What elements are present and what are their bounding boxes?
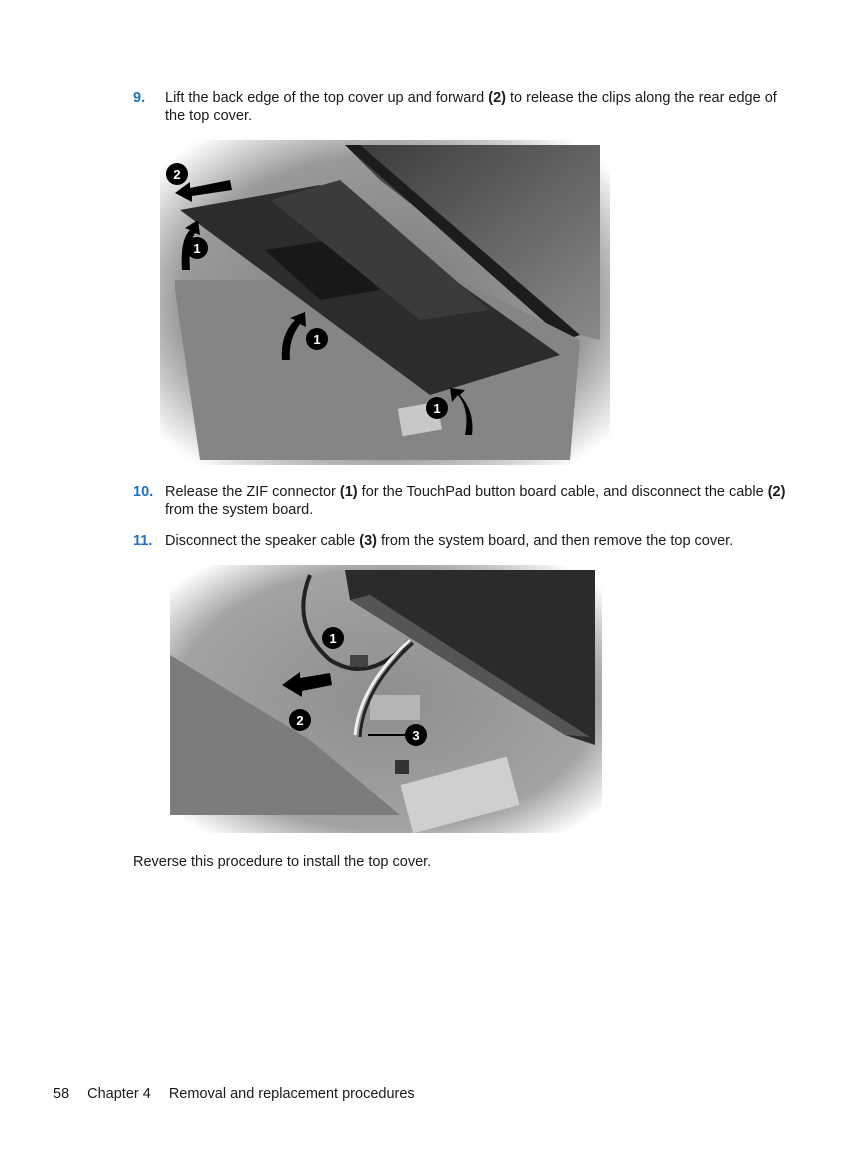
svg-text:1: 1 [329,631,337,646]
step-10 [133,483,793,519]
svg-text:1: 1 [313,332,321,347]
svg-text:3: 3 [412,728,420,743]
closing-instruction: Reverse this procedure to install the top cover. [133,854,432,870]
svg-text:1: 1 [433,401,441,416]
callout-1 [322,627,344,649]
step-9 [133,89,793,125]
chapter-label: Chapter 4 [87,1086,151,1102]
callout-2 [166,163,188,185]
callout-2 [289,709,311,731]
step-text: Lift the back edge of the top cover up and forward (2) to release the clips along the rear edge of the top cover. [165,90,777,124]
svg-text:1: 1 [193,241,201,256]
speaker-cable-photo [170,565,602,833]
callout-1 [426,397,448,419]
page-number: 58 [53,1086,70,1102]
callout-3 [405,724,427,746]
svg-text:2: 2 [173,167,181,182]
step-number: 11. [133,533,153,549]
page-footer [53,1086,433,1102]
step-text: Release the ZIF connector (1) for the TouchPad button board cable, and disconnect the cable (2) from the system board. [165,484,786,518]
step-number: 10. [133,484,154,500]
chapter-title: Removal and replacement procedures [168,1086,415,1102]
step-11 [133,532,793,550]
step-text: Disconnect the speaker cable (3) from the system board, and then remove the top cover. [165,533,734,549]
callout-1 [306,328,328,350]
top-cover-removal-photo [160,140,610,465]
callout-1 [186,237,208,259]
svg-text:2: 2 [296,713,304,728]
step-number: 9. [133,90,146,106]
